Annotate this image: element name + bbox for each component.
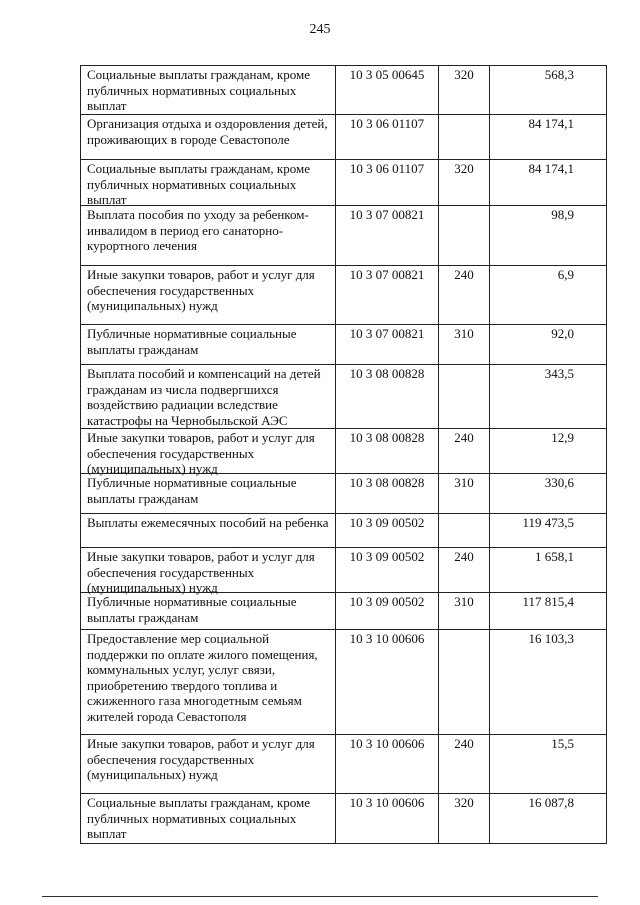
table-row [81,266,607,325]
row-type: 240 [439,735,490,793]
row-name: Публичные нормативные социальные выплаты гражданам [81,474,336,513]
table-row [81,630,607,735]
row-type: 240 [439,548,490,592]
table-row [81,206,607,266]
table-row [81,365,607,429]
table-row [81,548,607,593]
table-row [81,593,607,630]
row-code: 10 3 08 00828 [336,429,439,473]
row-code: 10 3 08 00828 [336,365,439,428]
row-name: Организация отдыха и оздоровления детей, проживающих в городе Севастополе [81,115,336,159]
row-code: 10 3 05 00645 [336,66,439,114]
row-name: Иные закупки товаров, работ и услуг для обеспечения государственных (муниципальных) нужд [81,548,336,592]
row-sum: 6,9 [490,266,607,324]
row-sum: 117 815,4 [490,593,607,629]
row-type [439,206,490,265]
row-type [439,365,490,428]
row-name: Иные закупки товаров, работ и услуг для обеспечения государственных (муниципальных) нужд [81,266,336,324]
row-type: 240 [439,429,490,473]
row-code: 10 3 10 00606 [336,794,439,843]
row-sum: 16 103,3 [490,630,607,734]
row-type: 320 [439,794,490,843]
row-type: 320 [439,66,490,114]
table-row [81,115,607,160]
row-name: Публичные нормативные социальные выплаты гражданам [81,593,336,629]
row-name: Иные закупки товаров, работ и услуг для обеспечения государственных (муниципальных) нужд [81,429,336,473]
table-row [81,474,607,514]
row-code: 10 3 06 01107 [336,160,439,205]
row-sum: 92,0 [490,325,607,364]
row-sum: 15,5 [490,735,607,793]
row-code: 10 3 06 01107 [336,115,439,159]
row-name: Выплата пособия по уходу за ребенком-инвалидом в период его санаторно-курортного лечения [81,206,336,265]
row-name: Социальные выплаты гражданам, кроме публичных нормативных социальных выплат [81,794,336,843]
table-row [81,735,607,794]
row-sum: 98,9 [490,206,607,265]
table-row [81,66,607,115]
row-type: 240 [439,266,490,324]
row-code: 10 3 10 00606 [336,630,439,734]
row-name: Иные закупки товаров, работ и услуг для обеспечения государственных (муниципальных) нужд [81,735,336,793]
row-type: 310 [439,593,490,629]
row-sum: 12,9 [490,429,607,473]
row-type: 310 [439,325,490,364]
row-name: Социальные выплаты гражданам, кроме публичных нормативных социальных выплат [81,160,336,205]
row-code: 10 3 08 00828 [336,474,439,513]
row-sum: 16 087,8 [490,794,607,843]
table-row [81,325,607,365]
row-type: 310 [439,474,490,513]
row-code: 10 3 09 00502 [336,593,439,629]
row-sum: 330,6 [490,474,607,513]
row-sum: 1 658,1 [490,548,607,592]
row-name: Выплата пособий и компенсаций на детей гражданам из числа подвергшихся воздействию радиации вследствие катастрофы на Чернобыльской АЭС [81,365,336,428]
row-code: 10 3 07 00821 [336,266,439,324]
page-number: 245 [309,22,331,37]
table-row [81,794,607,844]
row-name: Выплаты ежемесячных пособий на ребенка [81,514,336,547]
row-name: Публичные нормативные социальные выплаты гражданам [81,325,336,364]
row-sum: 84 174,1 [490,160,607,205]
row-code: 10 3 07 00821 [336,206,439,265]
row-sum: 343,5 [490,365,607,428]
row-code: 10 3 10 00606 [336,735,439,793]
budget-table [80,65,607,844]
row-name: Предоставление мер социальной поддержки по оплате жилого помещения, коммунальных услуг, услуг связи, приобретению твердого топлива и сжиженного газа многодетным семьям жителей города Севастополя [81,630,336,734]
row-code: 10 3 09 00502 [336,514,439,547]
row-sum: 119 473,5 [490,514,607,547]
table-row [81,429,607,474]
row-sum: 568,3 [490,66,607,114]
row-code: 10 3 07 00821 [336,325,439,364]
table-row [81,514,607,548]
page-edge-divider [42,896,598,897]
row-code: 10 3 09 00502 [336,548,439,592]
row-type [439,115,490,159]
row-type [439,514,490,547]
row-type [439,630,490,734]
row-type: 320 [439,160,490,205]
row-name: Социальные выплаты гражданам, кроме публичных нормативных социальных выплат [81,66,336,114]
table-row [81,160,607,206]
row-sum: 84 174,1 [490,115,607,159]
